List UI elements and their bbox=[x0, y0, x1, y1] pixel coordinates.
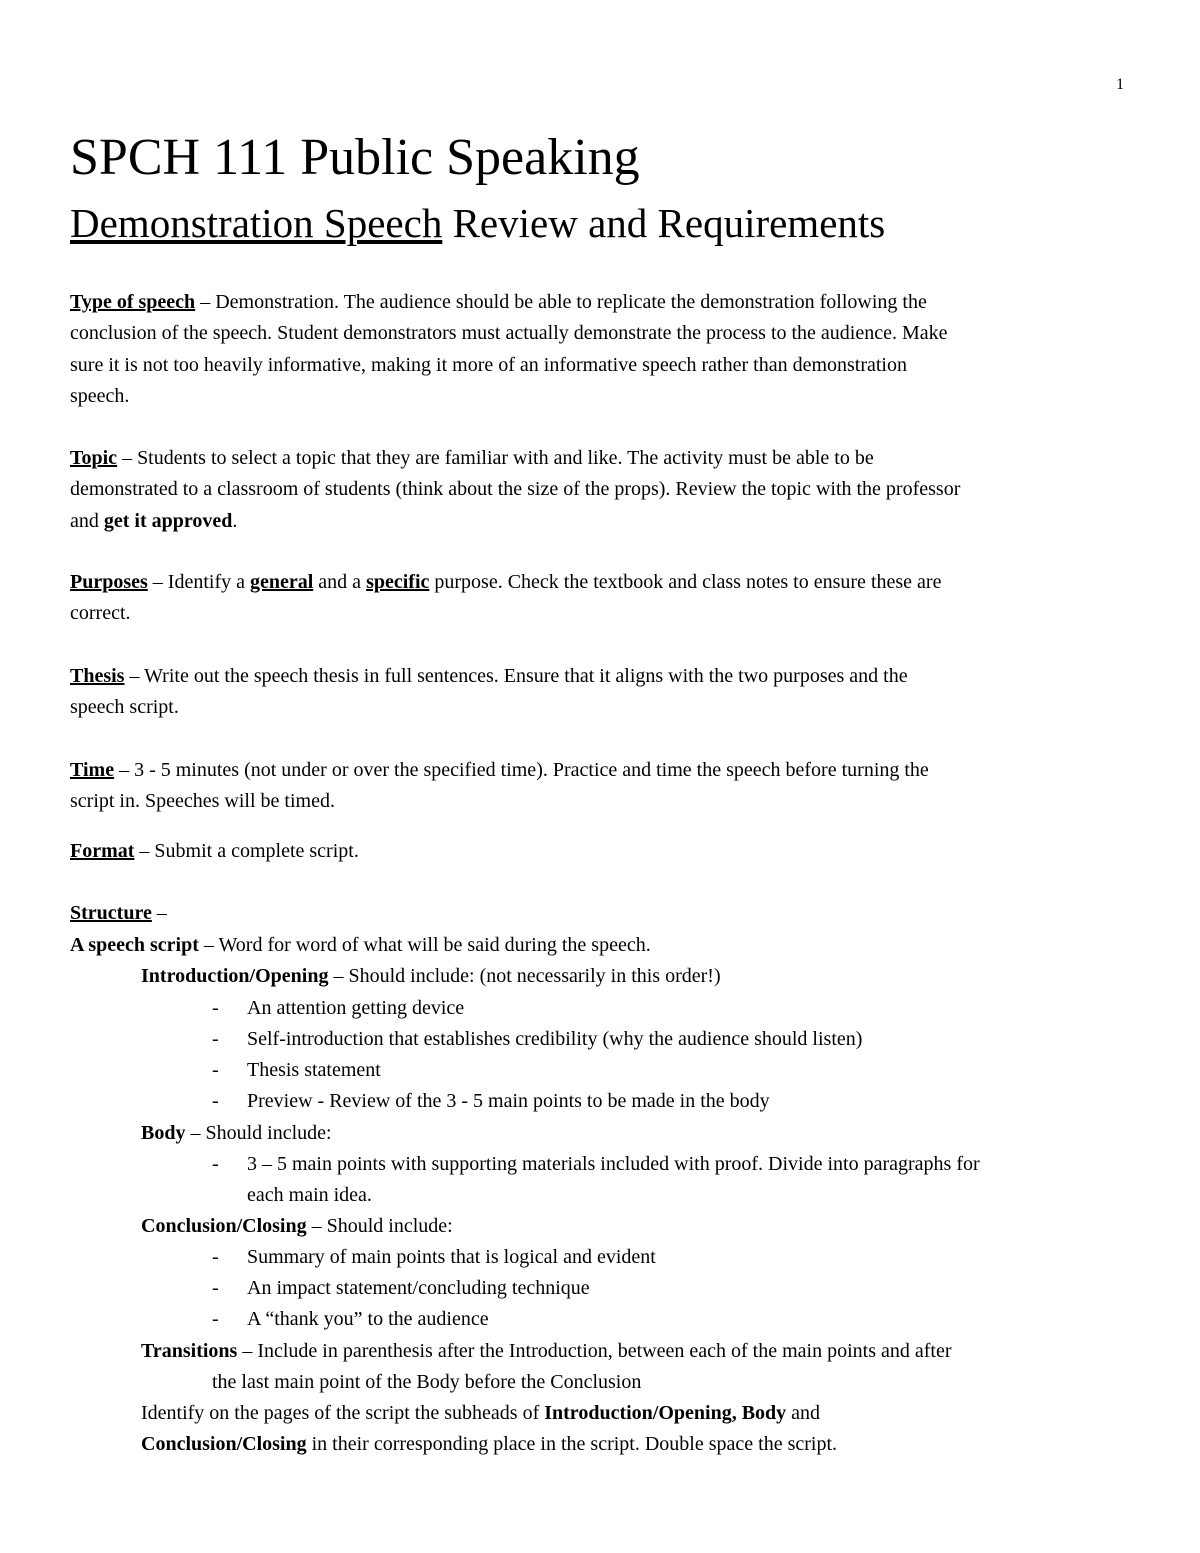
purposes-t1: Identify a bbox=[167, 571, 250, 593]
identify-t1: Identify on the pages of the script the subheads of bbox=[141, 1402, 545, 1424]
list-item: A “thank you” to the audience bbox=[247, 1308, 489, 1330]
identify-t2: and bbox=[786, 1402, 821, 1424]
bullet-marker: - bbox=[212, 1153, 219, 1175]
section-topic bbox=[70, 443, 1130, 537]
section-purposes bbox=[70, 567, 1130, 630]
topic-label: Topic bbox=[70, 447, 118, 469]
page-subtitle bbox=[70, 197, 885, 249]
transitions-label: Transitions bbox=[141, 1340, 238, 1362]
bullet-marker: - bbox=[212, 997, 219, 1019]
section-format bbox=[70, 836, 1130, 867]
topic-sep: – bbox=[117, 447, 138, 469]
topic-last-suffix: . bbox=[232, 509, 238, 532]
format-text: Submit a complete script. bbox=[154, 840, 359, 862]
subtitle-underlined: Demonstration Speech bbox=[70, 200, 443, 246]
type-label: Type of speech bbox=[70, 291, 196, 313]
section-thesis bbox=[70, 661, 1130, 724]
time-label: Time bbox=[70, 759, 115, 781]
conclusion-text: – Should include: bbox=[306, 1215, 453, 1237]
conclusion-label: Conclusion/Closing bbox=[141, 1215, 307, 1237]
bullet-marker: - bbox=[212, 1308, 219, 1330]
type-line-2: conclusion of the speech. Student demonstrators must actually demonstrate the process to the audience. Make bbox=[70, 322, 948, 345]
bullet-marker: - bbox=[212, 1090, 219, 1112]
purposes-t2: and a bbox=[313, 571, 367, 593]
type-line-4: speech. bbox=[70, 384, 130, 407]
purposes-specific: specific bbox=[366, 571, 430, 593]
type-line-3: sure it is not too heavily informative, making it more of an informative speech rather than demonstration bbox=[70, 353, 907, 376]
transitions-text: – Include in parenthesis after the Introduction, between each of the main points and after bbox=[237, 1340, 952, 1362]
thesis-sep: – bbox=[124, 665, 145, 687]
list-item: An attention getting device bbox=[247, 997, 465, 1019]
purposes-label: Purposes bbox=[70, 571, 148, 593]
section-type-of-speech bbox=[70, 287, 1130, 412]
purposes-general: general bbox=[249, 571, 314, 593]
script-text: – Word for word of what will be said during the speech. bbox=[198, 934, 651, 956]
topic-approved: get it approved bbox=[103, 509, 233, 532]
body-label: Body bbox=[141, 1122, 186, 1144]
page-number: 1 bbox=[1116, 76, 1124, 93]
thesis-line-1: Write out the speech thesis in full sentences. Ensure that it aligns with the two purposes and the bbox=[144, 665, 908, 687]
time-sep: – bbox=[114, 759, 135, 781]
topic-last-prefix: and bbox=[70, 509, 104, 532]
topic-line-1: Students to select a topic that they are familiar with and like. The activity must be able to be bbox=[137, 447, 874, 469]
purposes-t3: purpose. Check the textbook and class notes to ensure these are bbox=[429, 571, 942, 593]
thesis-label: Thesis bbox=[70, 665, 125, 687]
topic-line-2: demonstrated to a classroom of students (think about the size of the props). Review the topic with the professor bbox=[70, 478, 961, 501]
identify-b1: Introduction/Opening, Body bbox=[544, 1402, 787, 1424]
thesis-line-2: speech script. bbox=[70, 696, 179, 719]
bullet-marker: - bbox=[212, 1246, 219, 1268]
script-label: A speech script bbox=[70, 934, 199, 956]
purposes-line-2: correct. bbox=[70, 602, 131, 625]
transitions-line-2: the last main point of the Body before the Conclusion bbox=[212, 1371, 642, 1393]
list-item: 3 – 5 main points with supporting materials included with proof. Divide into paragraphs for bbox=[247, 1153, 980, 1175]
body-text: – Should include: bbox=[185, 1122, 332, 1144]
intro-label: Introduction/Opening bbox=[141, 965, 329, 987]
format-label: Format bbox=[70, 840, 135, 862]
purposes-sep: – bbox=[147, 571, 168, 593]
identify-b2: Conclusion/Closing bbox=[141, 1433, 307, 1455]
structure-sep: – bbox=[151, 902, 167, 924]
section-time bbox=[70, 755, 1130, 818]
list-item: An impact statement/concluding technique bbox=[247, 1277, 590, 1299]
type-line-1: Demonstration. The audience should be able to replicate the demonstration following the bbox=[215, 291, 927, 313]
format-sep: – bbox=[134, 840, 155, 862]
bullet-marker: - bbox=[212, 1028, 219, 1050]
list-item: Self-introduction that establishes credibility (why the audience should listen) bbox=[247, 1028, 863, 1050]
identify-t3: in their corresponding place in the script. Double space the script. bbox=[306, 1433, 837, 1455]
page-title: SPCH 111 Public Speaking bbox=[70, 129, 640, 186]
type-sep: – bbox=[195, 291, 216, 313]
bullet-marker: - bbox=[212, 1059, 219, 1081]
structure-label: Structure bbox=[70, 902, 152, 924]
intro-text: – Should include: (not necessarily in this order!) bbox=[328, 965, 721, 987]
time-line-2: script in. Speeches will be timed. bbox=[70, 790, 335, 813]
subtitle-rest: Review and Requirements bbox=[442, 200, 886, 246]
list-item: Summary of main points that is logical and evident bbox=[247, 1246, 656, 1268]
time-line-1: 3 - 5 minutes (not under or over the specified time). Practice and time the speech before turning the bbox=[134, 759, 929, 781]
bullet-marker: - bbox=[212, 1277, 219, 1299]
list-item: Thesis statement bbox=[247, 1059, 381, 1081]
list-item-continuation: each main idea. bbox=[247, 1184, 372, 1206]
list-item: Preview - Review of the 3 - 5 main points to be made in the body bbox=[247, 1090, 770, 1112]
